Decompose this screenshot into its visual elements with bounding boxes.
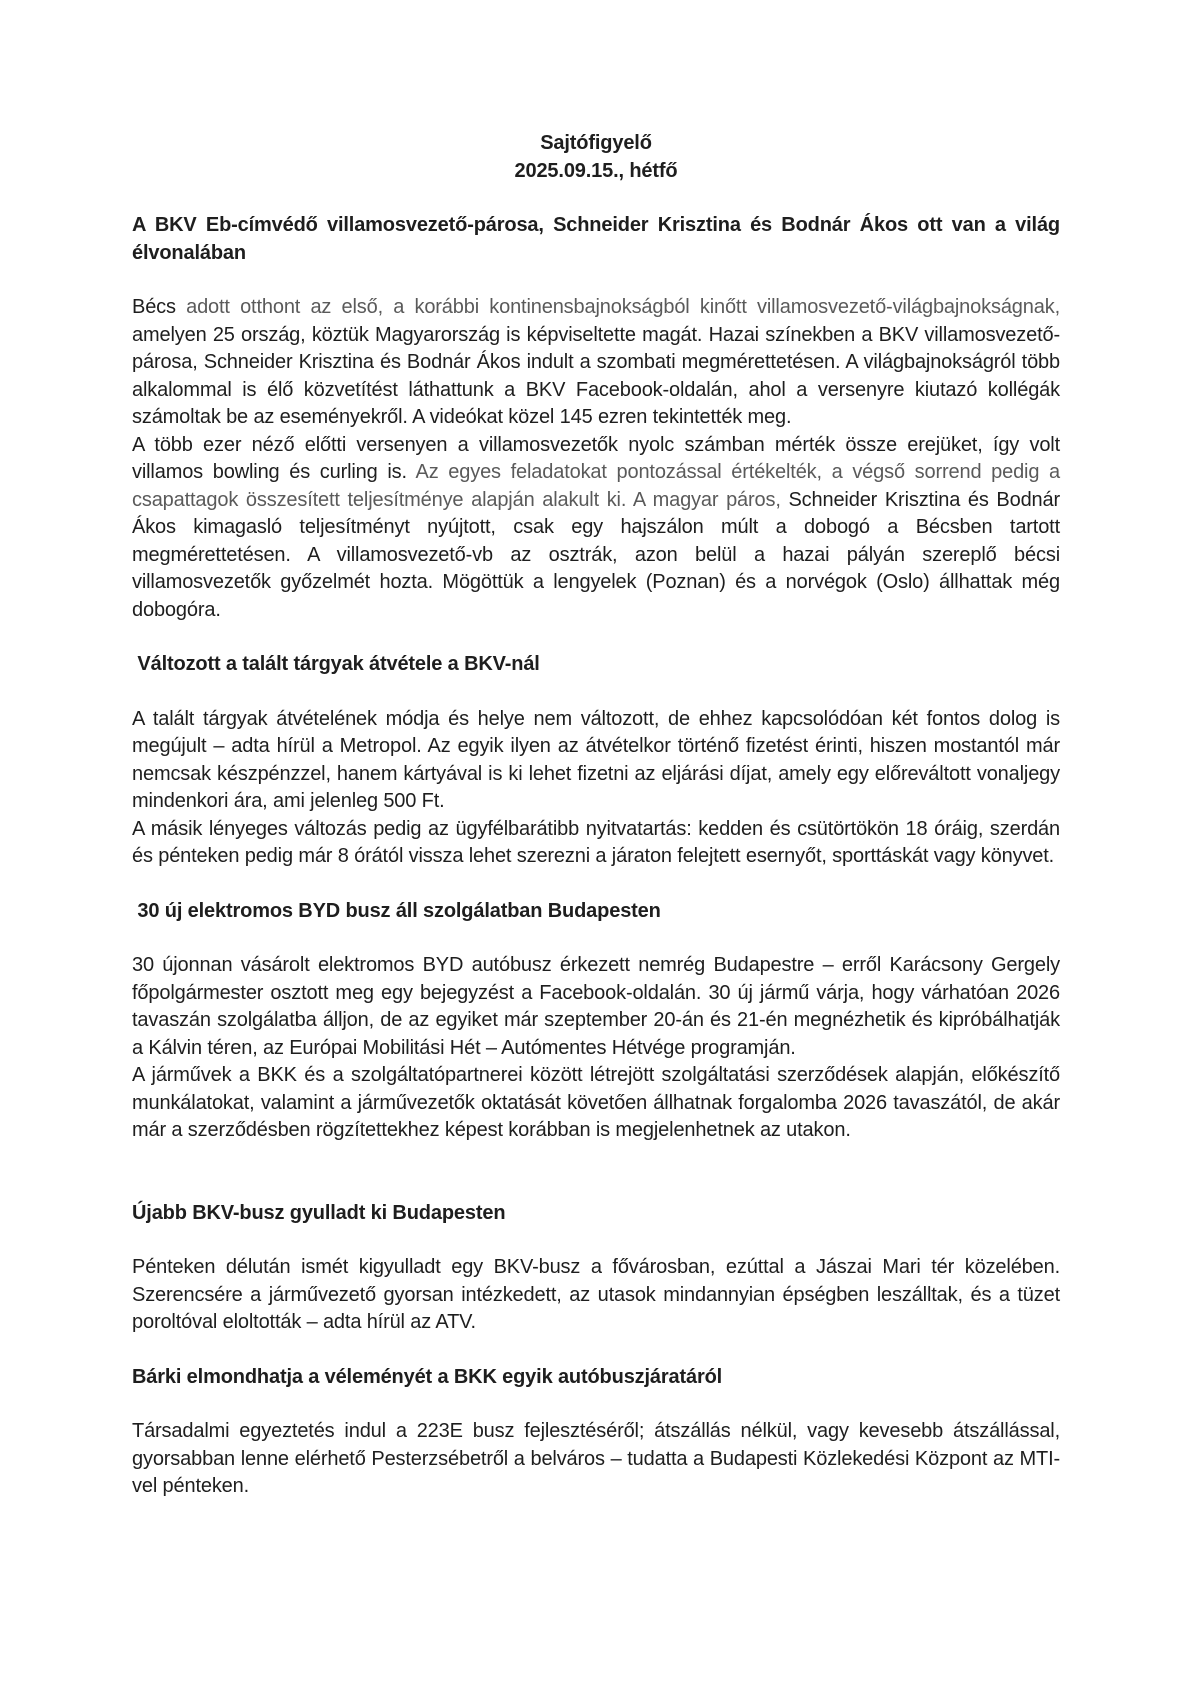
article-paragraph xyxy=(132,816,1060,871)
article-paragraph xyxy=(132,432,1060,625)
text-segment: A másik lényeges változás pedig az ügyfélbarátibb nyitvatartás: kedden és csütörtökön 18 óráig, szerdán és pénteken pedig már 8 órától vissza lehet szerezni a járaton felejtett esernyőt, sporttáskát vagy könyvet. xyxy=(132,817,1060,867)
article-heading: A BKV Eb-címvédő villamosvezető-párosa, Schneider Krisztina és Bodnár Ákos ott van a világ élvonalában xyxy=(132,214,1066,264)
article-heading: Bárki elmondhatja a véleményét a BKK egyik autóbuszjáratáról xyxy=(132,1365,723,1388)
text-segment: Társadalmi egyeztetés indul a 223E busz fejlesztéséről; átszállás nélkül, vagy kevesebb átszállással, gyorsabban lenne elérhető Pesterzsébetről a belváros – tudatta a Budapesti Közlekedési Központ az MTI-vel pénteken. xyxy=(132,1420,1060,1497)
article-paragraph xyxy=(132,706,1060,816)
text-segment: A több ezer néző előtti versenyen a villamosvezetők nyolc számban mérték össze erejüket, így volt villamos bowling és curling is. xyxy=(132,433,1060,483)
doc-title: Sajtófigyelő xyxy=(540,132,652,154)
text-segment: Pénteken délután ismét kigyulladt egy BKV-busz a fővárosban, ezúttal a Jászai Mari tér közelében. Szerencsére a járművezető gyorsan intézkedett, az utasok mindannyian épségben leszálltak, és a tüzet poroltóval eloltották – adta hírül az ATV. xyxy=(132,1256,1060,1333)
text-segment: amelyen 25 ország, köztük Magyarország is képviseltette magát. Hazai színekben a BKV villamosvezető-párosa, Schneider Krisztina és Bodnár Ákos indult a szombati megmérettetésen. A világbajnokságról több alkalommal is élő közvetítést láthattunk a BKV Facebook-oldalán, ahol a versenyre kiutazó kollégák számoltak be az eseményekről. A videókat közel 145 ezren tekintették meg. xyxy=(132,323,1060,428)
text-segment: A talált tárgyak átvételének módja és helye nem változott, de ehhez kapcsolódóan két fontos dolog is megújult – adta hírül a Metropol. Az egyik ilyen az átvételkor történő fizetést érinti, hiszen mostantól már nemcsak készpénzzel, hanem kártyával is ki lehet fizetni az eljárási díjat, amely egy előreváltott vonaljegy mindenkori ára, ami jelenleg 500 Ft. xyxy=(132,707,1060,812)
article-paragraph xyxy=(132,952,1060,1062)
text-segment-gray: adott otthont az első, a korábbi kontinensbajnokságból kinőtt villamosvezető-világbajnokságnak, xyxy=(186,296,1060,318)
article-heading: Változott a talált tárgyak átvétele a BKV-nál xyxy=(132,653,540,675)
article-paragraph xyxy=(132,1254,1060,1337)
text-segment: Bécs xyxy=(132,296,187,318)
article-heading: 30 új elektromos BYD busz áll szolgálatban Budapesten xyxy=(132,899,661,922)
text-segment: 30 újonnan vásárolt elektromos BYD autóbusz érkezett nemrég Budapestre – erről Karácsony Gergely főpolgármester osztott meg egy bejegyzést a Facebook-oldalán. 30 új jármű várja, hogy várhatóan 2026 tavaszán szolgálatba álljon, de az egyiket már szeptember 20-án és 21-én megnézhetik és kipróbálhatják a Kálvin téren, az Európai Mobilitási Hét – Autómentes Hétvége programján. xyxy=(132,954,1060,1059)
text-segment: A járművek a BKK és a szolgáltatópartnerei között létrejött szolgáltatási szerződések alapján, előkészítő munkálatokat, valamint a járművezetők oktatását követően állhatnak forgalomba 2026 tavaszától, de akár már a szerződésben rögzítettekhez képest korábban is megjelenhetnek az utakon. xyxy=(132,1064,1060,1141)
article-paragraph xyxy=(132,1418,1060,1501)
text-segment-gray: Az egyes feladatokat pontozással értékelték, a végső sorrend pedig a csapattagok összesített teljesítménye alapján alakult ki. A magyar páros, xyxy=(132,461,1060,511)
text-segment: Schneider Krisztina és Bodnár Ákos kimagasló teljesítményt nyújtott, csak egy hajszálon múlt a dobogó a Bécsben tartott megmérettetésen. A villamosvezető-vb az osztrák, azon belül a hazai pályán szereplő bécsi villamosvezetők győzelmét hozta. Mögöttük a lengyelek (Poznan) és a norvégok (Oslo) állhattak még dobogóra. xyxy=(132,488,1060,621)
doc-date: 2025.09.15., hétfő xyxy=(514,159,678,182)
article-paragraph xyxy=(132,1062,1060,1145)
article-heading: Újabb BKV-busz gyulladt ki Budapesten xyxy=(132,1201,506,1224)
article-paragraph xyxy=(132,294,1060,432)
